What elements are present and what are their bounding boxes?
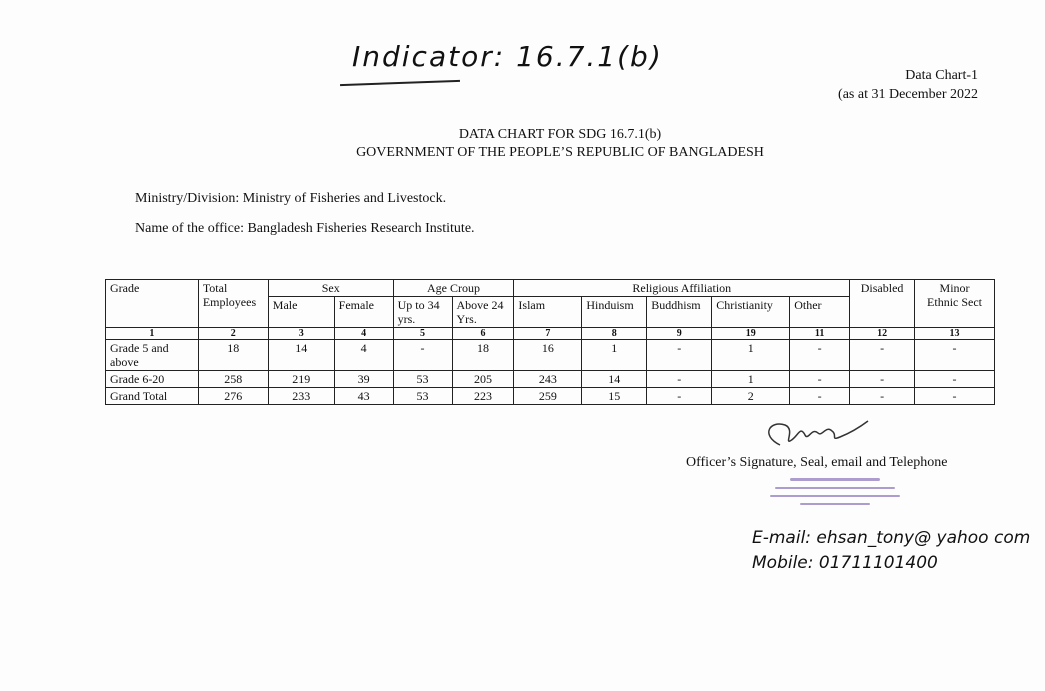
- table-cell: 39: [334, 371, 393, 388]
- table-cell: -: [850, 388, 915, 405]
- table-cell: 16: [514, 340, 582, 371]
- data-table: [105, 279, 995, 405]
- mobile-handwritten: Mobile: 01711101400: [752, 553, 938, 573]
- col-num: 12: [850, 328, 915, 340]
- col-num: 8: [582, 328, 647, 340]
- header-hinduism: Hinduism: [582, 297, 647, 328]
- header-buddhism: Buddhism: [647, 297, 712, 328]
- table-cell: -: [850, 340, 915, 371]
- column-number-row: [106, 328, 995, 340]
- table-cell: 243: [514, 371, 582, 388]
- title-line-2: GOVERNMENT OF THE PEOPLE’S REPUBLIC OF BANGLADESH: [356, 145, 764, 160]
- table-cell: 1: [582, 340, 647, 371]
- table-cell: 1: [712, 340, 790, 371]
- table-cell: 43: [334, 388, 393, 405]
- col-num: 5: [393, 328, 452, 340]
- table-cell: 18: [198, 340, 268, 371]
- table-cell: 53: [393, 388, 452, 405]
- header-minor: [915, 280, 995, 328]
- table-cell: 259: [514, 388, 582, 405]
- table-cell: -: [915, 388, 995, 405]
- indicator-underline: [340, 80, 460, 86]
- table-cell: -: [647, 388, 712, 405]
- table-row: [106, 371, 995, 388]
- header-grade: Grade: [106, 280, 199, 328]
- table-cell: 4: [334, 340, 393, 371]
- col-num: 1: [106, 328, 199, 340]
- col-num: 11: [790, 328, 850, 340]
- header-christianity: Christianity: [712, 297, 790, 328]
- table-cell: Grade 6-20: [106, 371, 199, 388]
- col-num: 7: [514, 328, 582, 340]
- header-female: Female: [334, 297, 393, 328]
- header-up34: Up to 34 yrs.: [393, 297, 452, 328]
- title-line-1: DATA CHART FOR SDG 16.7.1(b): [458, 127, 662, 142]
- header-above24: Above 24 Yrs.: [452, 297, 514, 328]
- as-at-date: (as at 31 December 2022: [838, 87, 978, 102]
- col-num: 6: [452, 328, 514, 340]
- table-cell: 233: [268, 388, 334, 405]
- header-male: Male: [268, 297, 334, 328]
- header-employees-label: Employees: [202, 295, 257, 309]
- table-cell: Grand Total: [106, 388, 199, 405]
- signature-caption: Officer’s Signature, Seal, email and Telephone: [686, 455, 948, 470]
- table-cell: -: [647, 340, 712, 371]
- table-cell: -: [790, 340, 850, 371]
- table-cell: 15: [582, 388, 647, 405]
- table-cell: 14: [582, 371, 647, 388]
- col-num: 19: [712, 328, 790, 340]
- header-islam: Islam: [514, 297, 582, 328]
- table-cell: 2: [712, 388, 790, 405]
- chart-label: Data Chart-1: [905, 68, 978, 83]
- header-total: [198, 280, 268, 328]
- chart-number: [838, 66, 978, 104]
- header-row-1: [106, 280, 995, 297]
- table-cell: 223: [452, 388, 514, 405]
- table-cell: 1: [712, 371, 790, 388]
- table-row: [106, 388, 995, 405]
- col-num: 9: [647, 328, 712, 340]
- table-cell: 258: [198, 371, 268, 388]
- header-total-label: Total: [202, 281, 228, 295]
- table-cell: -: [790, 388, 850, 405]
- col-num: 3: [268, 328, 334, 340]
- header-sex: Sex: [268, 280, 393, 297]
- table-cell: -: [915, 340, 995, 371]
- header-minor-label: Minor: [939, 281, 970, 295]
- header-disabled: Disabled: [850, 280, 915, 328]
- official-seal-stamp: [760, 472, 910, 511]
- table-cell: -: [790, 371, 850, 388]
- header-other: Other: [790, 297, 850, 328]
- signature-scribble: [760, 415, 870, 460]
- table-cell: 219: [268, 371, 334, 388]
- email-handwritten: E-mail: ehsan_tony@ yahoo com: [752, 528, 1031, 548]
- table-cell: -: [393, 340, 452, 371]
- table-cell: -: [850, 371, 915, 388]
- table-cell: 205: [452, 371, 514, 388]
- table-cell: 18: [452, 340, 514, 371]
- document-title: [0, 126, 1045, 162]
- header-ethnic-label: Ethnic Sect: [927, 295, 983, 309]
- col-num: 4: [334, 328, 393, 340]
- table-cell: -: [647, 371, 712, 388]
- table-row: [106, 340, 995, 371]
- header-religion: Religious Affiliation: [514, 280, 850, 297]
- table-cell: 53: [393, 371, 452, 388]
- table-cell: 14: [268, 340, 334, 371]
- header-age: Age Croup: [393, 280, 514, 297]
- indicator-handwritten: Indicator: 16.7.1(b): [352, 40, 663, 73]
- ministry-line: Ministry/Division: Ministry of Fisheries and Livestock.: [135, 191, 447, 206]
- table-cell: Grade 5 and above: [106, 340, 199, 371]
- col-num: 2: [198, 328, 268, 340]
- table-cell: 276: [198, 388, 268, 405]
- table-cell: -: [915, 371, 995, 388]
- office-line: Name of the office: Bangladesh Fisheries Research Institute.: [135, 221, 475, 236]
- col-num: 13: [915, 328, 995, 340]
